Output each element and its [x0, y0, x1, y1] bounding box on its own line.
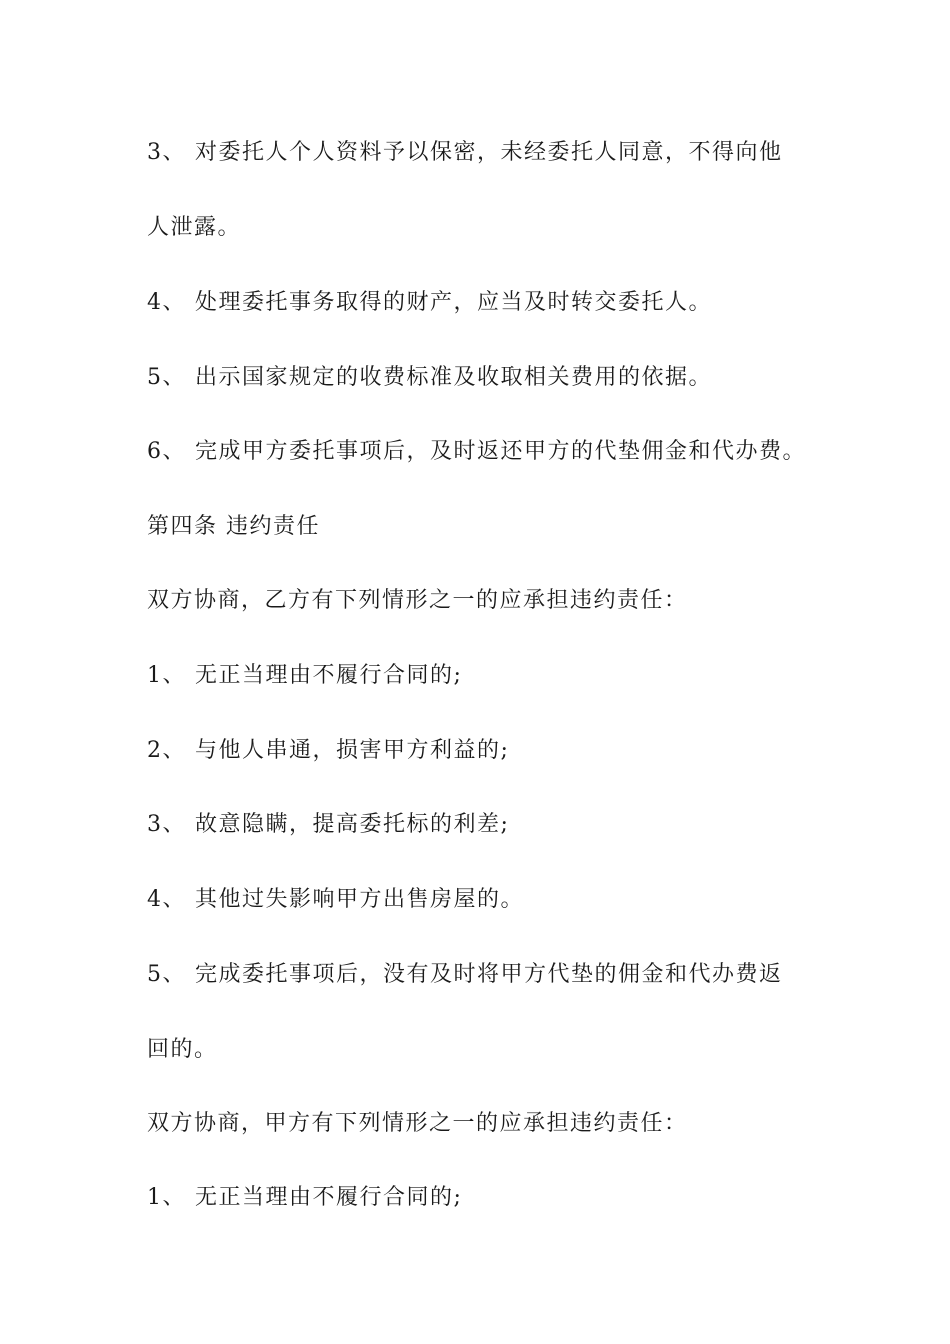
section-heading-text: 第四条 违约责任	[147, 514, 320, 539]
clause-number: 6、	[147, 439, 186, 464]
paragraph	[147, 586, 688, 616]
clause-line	[147, 885, 524, 915]
clause-line	[147, 288, 712, 318]
clause-text: 完成委托事项后，没有及时将甲方代垫的佣金和代办费返	[195, 962, 783, 987]
clause-line	[147, 810, 509, 840]
clause-number: 2、	[147, 738, 186, 763]
clause-line	[147, 138, 783, 168]
paragraph-text: 双方协商，乙方有下列情形之一的应承担违约责任：	[147, 588, 688, 613]
clause-text: 对委托人个人资料予以保密，未经委托人同意，不得向他	[195, 140, 783, 165]
clause-text: 与他人串通，损害甲方利益的;	[195, 738, 510, 763]
clause-number: 5、	[147, 365, 186, 390]
clause-line	[147, 437, 806, 467]
clause-text: 出示国家规定的收费标准及收取相关费用的依据。	[195, 365, 713, 390]
clause-continuation	[147, 213, 241, 243]
clause-number: 1、	[147, 1185, 186, 1210]
clause-text: 回的。	[147, 1037, 218, 1062]
paragraph	[147, 1109, 688, 1139]
clause-number: 4、	[147, 290, 186, 315]
clause-number: 3、	[147, 812, 186, 837]
clause-line	[147, 960, 783, 990]
clause-continuation	[147, 1035, 218, 1065]
clause-number: 3、	[147, 140, 186, 165]
clause-text: 无正当理由不履行合同的;	[195, 663, 463, 688]
clause-number: 5、	[147, 962, 186, 987]
clause-line	[147, 1183, 462, 1213]
clause-number: 4、	[147, 887, 186, 912]
clause-text: 人泄露。	[147, 215, 242, 240]
clause-text: 无正当理由不履行合同的;	[195, 1185, 463, 1210]
clause-text: 故意隐瞒，提高委托标的利差;	[195, 812, 510, 837]
paragraph-text: 双方协商，甲方有下列情形之一的应承担违约责任：	[147, 1111, 688, 1136]
clause-line	[147, 736, 509, 766]
clause-text: 完成甲方委托事项后，及时返还甲方的代垫佣金和代办费。	[195, 439, 807, 464]
section-heading	[147, 512, 320, 542]
clause-line	[147, 363, 712, 393]
clause-number: 1、	[147, 663, 186, 688]
clause-text: 其他过失影响甲方出售房屋的。	[195, 887, 525, 912]
clause-text: 处理委托事务取得的财产，应当及时转交委托人。	[195, 290, 713, 315]
clause-line	[147, 661, 462, 691]
